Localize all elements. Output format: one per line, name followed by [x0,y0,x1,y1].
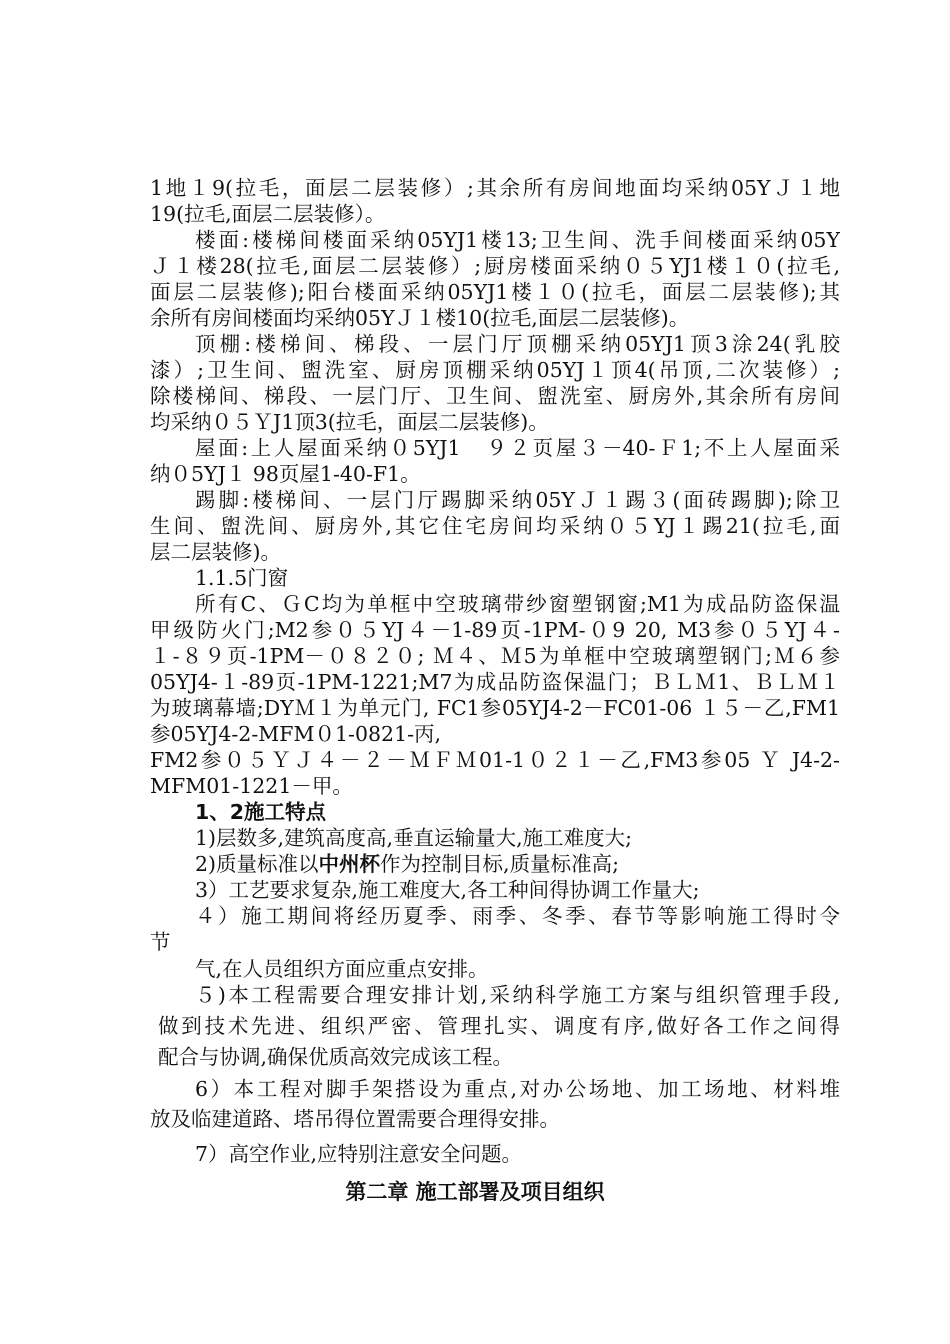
feature-item-3: 3）工艺要求复杂,施工难度大,各工种间得协调工作量大; [195,878,700,902]
paragraph-doors: 所有C、ＧC均为单框中空玻璃带纱窗塑钢窗;M1为成品防盗保温 [195,592,840,616]
feature-item-7: 7）高空作业,应特别注意安全问题。 [195,1142,523,1166]
text-line: FM2参０５ＹＪ４－２－ＭＦＭ01-1０２１－乙,FM3参05 Ｙ J4-2- [150,748,840,772]
text-line: 05YJ4-１-89页-1PM-1221;M7为成品防盗保温门；ＢＬＭ1、ＢＬＭ１ [150,670,840,694]
text-line: 层二层装修)。 [150,540,281,564]
feature-text: 作为控制目标,质量标准高; [380,852,619,876]
text-line: 配合与协调,确保优质高效完成该工程。 [158,1045,514,1069]
text-line: 余所有房间楼面均采纳05YＪ１楼10(拉毛,面层二层装修)。 [150,306,690,330]
text-line: １-８９页-1PM－０８２０; Ｍ４、Ｍ5为单框中空玻璃塑钢门;Ｍ６参 [150,644,840,668]
section-number: 1.1.5 [195,566,248,590]
section-heading-doors-windows [195,565,840,591]
text-line: 气,在人员组织方面应重点安排。 [195,957,489,981]
section-title: 门窗 [247,566,289,590]
chapter-title: 第二章 施工部署及项目组织 [345,1180,605,1204]
text-line: 19(拉毛,面层二层装修）。 [150,202,386,226]
text-line: 参05YJ4-2-MFM０1-0821-丙, [150,722,442,746]
text-line: 节 [150,930,171,954]
section-heading-features: 1、2施工特点 [195,800,327,824]
text-line: 放及临建道路、塔吊得位置需要合理得安排。 [150,1107,560,1131]
text-line: 除楼梯间、梯段、一层门厅、卫生间、盥洗室、厨房外,其余所有房间 [150,384,840,408]
text-line: 面层二层装修);阳台楼面采纳05YJ1楼１０(拉毛，面层二层装修);其 [150,280,840,304]
text-line: 为玻璃幕墙;DYＭ１为单元门, FC1参05YJ4-2－FC01-06 １５－乙,FM1 [150,696,840,720]
feature-item-5: ５)本工程需要合理安排计划,采纳科学施工方案与组织管理手段, [195,983,840,1007]
text-line: 漆）;卫生间、盥洗室、厨房顶棚采纳05YJ１顶4(吊顶,二次装修）; [150,358,840,382]
text-line: 甲级防火门;M2参０５YJ４－1-89页-1PM-０9 20, M3参０５YJ４- [150,618,840,642]
feature-item-6: 6）本工程对脚手架搭设为重点,对办公场地、加工场地、材料堆 [195,1077,840,1101]
feature-item-2 [195,851,840,877]
paragraph-floor: 楼面:楼梯间楼面采纳05YJ1楼13;卫生间、洗手间楼面采纳05Y [195,228,840,252]
text-line: MFM01-1221－甲。 [150,774,353,798]
text-line: 做到技术先进、组织严密、管理扎实、调度有序,做好各工作之间得 [158,1014,840,1038]
feature-item-4: ４）施工期间将经历夏季、雨季、冬季、春节等影响施工得时令 [195,904,840,928]
feature-item-1: 1)层数多,建筑高度高,垂直运输量大,施工难度大; [195,826,632,850]
feature-text: 2)质量标准以 [195,852,319,876]
paragraph-ceiling: 顶棚:楼梯间、梯段、一层门厅顶棚采纳05YJ1顶3涂24(乳胶 [195,332,840,356]
text-line: 纳０5YJ１ 98页屋1-40-F1。 [150,462,421,486]
text-line: Ｊ１楼28(拉毛,面层二层装修）;厨房楼面采纳０５YJ1楼１０(拉毛, [150,254,840,278]
text-line: 生间、盥洗间、厨房外,其它住宅房间均采纳０５YJ１踢21(拉毛,面 [150,514,840,538]
text-line: 1地１9(拉毛，面层二层装修）;其余所有房间地面均采纳05YＪ１地 [150,176,840,200]
text-line: 均采纳０５ＹJ1顶3(拉毛，面层二层装修)。 [150,410,549,434]
paragraph-roof: 屋面:上人屋面采纳０5YJ1 ９２页屋３－40-Ｆ1;不上人屋面采 [195,436,840,460]
award-name: 中州杯 [318,852,381,876]
paragraph-skirting: 踢脚:楼梯间、一层门厅踢脚采纳05YＪ１踢３(面砖踢脚);除卫 [195,488,840,512]
